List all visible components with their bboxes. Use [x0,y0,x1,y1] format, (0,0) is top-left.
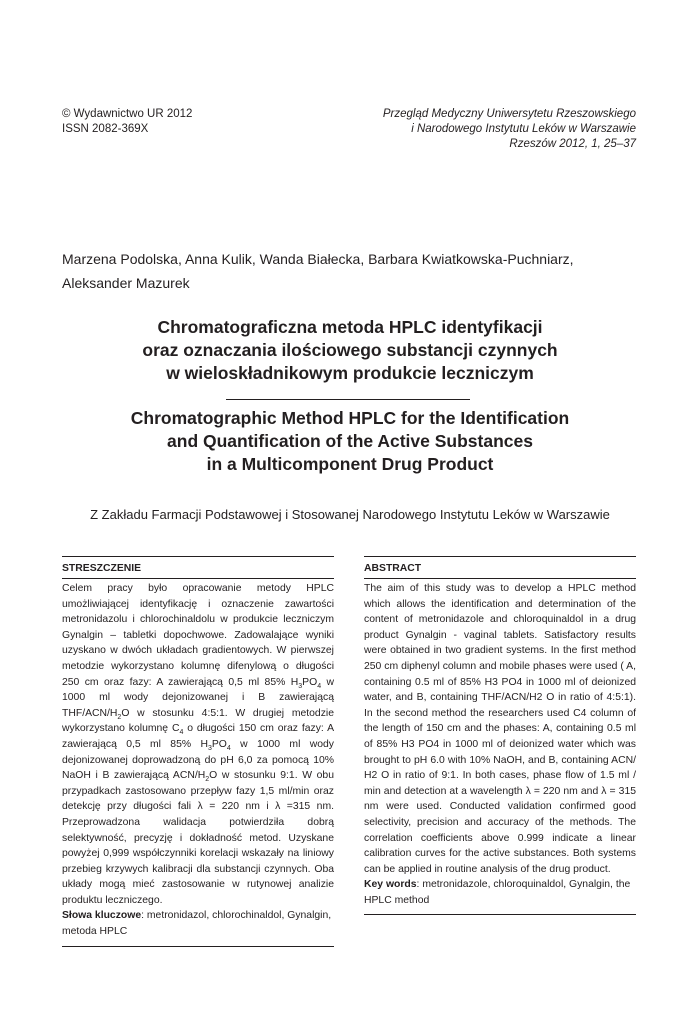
streszczenie-body: Celem pracy było opracowanie metody HPLC umożliwiającej identyfikację i oznaczenie zawartości metronidazolu i chlorochinaldolu w produkcie leczniczym Gynalgin – tabletki dopochwowe. Zadowalające wyniki uzyskano w dwóch układach gradientowych. W pierwszej metodzie wykorzystano kolumnę difenylową o długości 250 cm oraz fazy: A zawierającą 0,5 ml 85% $H_3PO_4$ w 1000 ml wody dejonizowanej i B zawierającą THF/$ACN/H_2O$ w stosunku 4:5:1. W drugiej metodzie wykorzystano kolumnę $C_4$ o długości 150 cm oraz fazy: A zawierającą 0,5 ml 85% $H_3PO_4$ w 1000 ml wody dejonizowanej doprowadzoną do pH 6,0 za pomocą 10% NaOH i B zawierającą ACN/$H_2O$ w stosunku 9:1. W obu przypadkach zastosowano przepływ fazy 1,5 ml/min oraz detekcję przy długości fali λ = 220 nm i λ =315 nm. Przeprowadzona walidacja potwierdziła dobrą selektywność, precyzję i dokładność metod. Uzyskane powyżej 0,999 współczynniki korelacji wskazały na liniowy przebieg krzywych kalibracji dla substancji czynnych. Oba układy mogą mieć zastosowanie w rutynowej analizie produktu leczniczego. [62,583,334,906]
keywords-label: Key words [364,879,417,891]
title-en-line3: in a Multicomponent Drug Product [206,454,494,474]
bottom-rule [62,946,334,947]
title-divider [226,399,470,400]
title-pl-line2: oraz oznaczania ilościowego substancji czynnych [142,340,558,360]
title-pl-line1: Chromatograficzna metoda HPLC identyfikacji [157,317,543,337]
title-english [60,407,640,476]
title-polish [60,316,640,385]
authors-line2: Aleksander Mazurek [62,275,190,291]
abstract-column [364,556,636,915]
top-rule [364,556,636,557]
issn-line: ISSN 2082-369X [62,123,149,135]
keywords-label: Słowa kluczowe [62,910,142,922]
abstract-body: The aim of this study was to develop a HPLC method which allows the identification and determination of the content of metronidazole and chloroquinaldol in a drug product Gynalgin - vaginal tablets. Satisfactory results were obtained in two gradient systems. In the first method 250 cm diphenyl column and mobile phases were used ( A, containing 0.5 ml of 85% H3 PO4 in 1000 ml of deionized water, and B, containing THF/ACN/H2 O in ratio of 4:5:1). In the second method the researchers used C4 column of the length of 150 cm and the phases: A, containing 0.5 ml of 85% H3 PO4 in 1000 ml of deionized water which was brought to pH 6.0 with 10% NaOH, and B, containing ACN/ H2 O in ratio of 9:1. In both cases, phase flow of 1.5 ml / min and detection at a wavelength λ = 220 nm and λ = 315 nm were used. Conducted validation confirmed good selectivity, precision and accuracy of the methods. The correlation coefficients above 0.999 indicate a linear calibration curves for the active substances. Both systems can be applied in routine analysis of the drug product. [364,583,636,875]
authors-line1: Marzena Podolska, Anna Kulik, Wanda Białecka, Barbara Kwiatkowska-Puchniarz, [62,251,574,267]
title-en-line1: Chromatographic Method HPLC for the Identification [130,408,570,428]
journal-name-line1: Przegląd Medyczny Uniwersytetu Rzeszowskiego [382,108,636,120]
publisher-info [62,107,192,137]
keywords-text: : metronidazol, chlorochinaldol, Gynalgin, metoda HPLC [62,910,332,938]
heading-rule [62,578,334,579]
streszczenie-heading: STRESZCZENIE [62,563,142,574]
bottom-rule [364,914,636,915]
author-list [62,247,642,295]
journal-info [383,107,636,152]
title-en-line2: and Quantification of the Active Substances [167,431,533,451]
affiliation: Z Zakładu Farmacji Podstawowej i Stosowanej Narodowego Instytutu Leków w Warszawie [90,507,610,522]
streszczenie-keywords [62,908,334,939]
top-rule [62,556,334,557]
copyright-line: © Wydawnictwo UR 2012 [62,108,193,120]
abstract-heading: ABSTRACT [364,563,422,574]
title-pl-line3: w wieloskładnikowym produkcie leczniczym [166,363,534,383]
journal-name-line2: i Narodowego Instytutu Leków w Warszawie [411,123,636,135]
heading-rule [364,578,636,579]
keywords-text: : metronidazole, chloroquinaldol, Gynalgin, the HPLC method [364,879,631,906]
streszczenie-column [62,556,334,947]
journal-citation: Rzeszów 2012, 1, 25–37 [509,138,636,150]
abstract-keywords [364,877,636,908]
